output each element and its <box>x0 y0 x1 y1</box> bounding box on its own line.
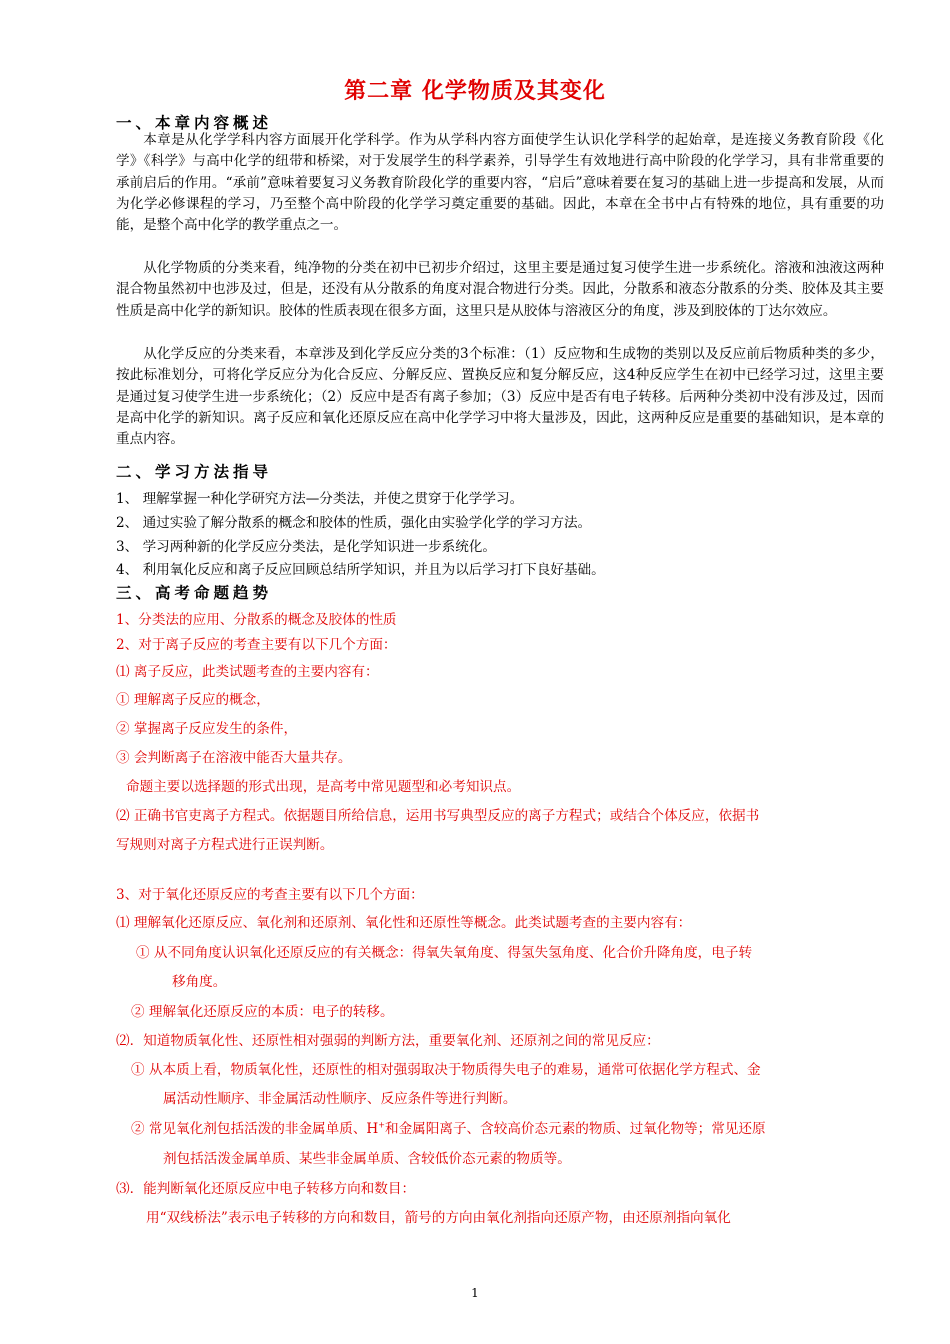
trend-item-2: 2、对于离子反应的考查主要有以下几个方面： <box>116 637 397 653</box>
redox-strength-2-line-2: 剂包括活泼金属单质、某些非金属单质、含较低价态元素的物质等。 <box>163 1151 571 1167</box>
section3-heading: 三、高考命题趋势 <box>116 584 273 602</box>
ion-equation-line-1: ⑵ 正确书官吏离子方程式。依据题目所给信息，运用书写典型反应的离子方程式；或结合个体反应，依据书 <box>116 808 760 824</box>
redox-concepts-heading: ⑴ 理解氧化还原反应、氧化剂和还原剂、氧化性和还原性等概念。此类试题考查的主要内容有： <box>116 915 692 931</box>
section1-paragraph-1: 本章是从化学学科内容方面展开化学科学。作为从学科内容方面使学生认识化学科学的起始章，是连接义务教育阶段《化学》《科学》与高中化学的纽带和桥梁，对于发展学生的科学素养，引导学生有效地进行高中阶段的化学学习，具有非常重要的承前启后的作用。“承前”意味着要复习义务教育阶段化学的重要内容，“启后”意味着要在复习的基础上进一步提高和发展，从而为化学必修课程的学习，乃至整个高中阶段的化学学习奠定重要的基础。因此，本章在全书中占有特殊的地位，具有重要的功能，是整个高中化学的教学重点之一。 <box>116 132 884 234</box>
section1-paragraph-3: 从化学反应的分类来看，本章涉及到化学反应分类的3个标准：（1）反应物和生成物的类别以及反应前后物质种类的多少，按此标准划分，可将化学反应分为化合反应、分解反应、置换反应和复分解反应，这4种反应学生在初中已经学习过，这里主要是通过复习使学生进一步系统化；（2）反应中是否有离子参加；（3）反应中是否有电子转移。后两种分类初中没有涉及过，因而是高中化学的新知识。离子反应和氧化还原反应在高中化学学习中将大量涉及，因此，这两种反应是重要的基础知识，是本章的重点内容。 <box>116 346 884 448</box>
trend-item-1: 1、分类法的应用、分散系的概念及胶体的性质 <box>116 612 397 628</box>
ion-equation-line-2: 写规则对离子方程式进行正误判断。 <box>116 837 334 853</box>
redox-strength-1-line-1: ① 从本质上看，物质氧化性，还原性的相对强弱取决于物质得失电子的难易，通常可依据化学方程式、金 <box>131 1062 761 1078</box>
redox-concept-1-line-2: 移角度。 <box>172 974 227 990</box>
section1-paragraph-2: 从化学物质的分类来看，纯净物的分类在初中已初步介绍过，这里主要是通过复习使学生进一步系统化。溶液和浊液这两种混合物虽然初中也涉及过，但是，还没有从分散系的角度对混合物进行分类。因此，分散系和液态分散系的分类、胶体及其主要性质是高中化学的新知识。胶体的性质表现在很多方面，这里只是从胶体与溶液区分的角度，涉及到胶体的丁达尔效应。 <box>116 260 884 319</box>
method-item-2: 2、 通过实验了解分散系的概念和胶体的性质，强化由实验学化学的学习方法。 <box>116 515 592 531</box>
page-number: 1 <box>471 1286 479 1300</box>
ion-reaction-heading: ⑴ 离子反应，此类试题考查的主要内容有： <box>116 664 379 680</box>
redox-strength-2-text-a: ② 常见氧化剂包括活泼的非金属单质、H <box>131 1121 379 1137</box>
method-item-1: 1、 理解掌握一种化学研究方法—分类法，并使之贯穿于化学学习。 <box>116 491 524 507</box>
redox-strength-2-text-b: 和金属阳离子、含较高价态元素的物质、过氧化物等；常见还原 <box>384 1121 766 1137</box>
ion-note: 命题主要以选择题的形式出现，是高考中常见题型和必考知识点。 <box>126 779 521 795</box>
ion-point-3: ③ 会判断离子在溶液中能否大量共存。 <box>116 750 352 766</box>
redox-strength-2-line-1 <box>131 1117 899 1137</box>
section1-heading: 一、本章内容概述 <box>116 114 273 132</box>
redox-strength-1-line-2: 属活动性顺序、非金属活动性顺序、反应条件等进行判断。 <box>163 1091 517 1107</box>
ion-point-1: ① 理解离子反应的概念， <box>116 692 270 708</box>
h-plus-superscript: + <box>378 1120 385 1130</box>
method-item-3: 3、 学习两种新的化学反应分类法，是化学知识进一步系统化。 <box>116 539 496 555</box>
method-item-4: 4、 利用氧化反应和离子反应回顾总结所学知识，并且为以后学习打下良好基础。 <box>116 562 605 578</box>
redox-concept-1-line-1: ① 从不同角度认识氧化还原反应的有关概念：得氧失氧角度、得氢失氢角度、化合价升降角度，电子转 <box>136 945 753 961</box>
chapter-title: 第二章 化学物质及其变化 <box>344 79 606 104</box>
trend-item-3: 3、对于氧化还原反应的考查主要有以下几个方面： <box>116 887 424 903</box>
ion-point-2: ② 掌握离子反应发生的条件， <box>116 721 298 737</box>
redox-strength-heading: ⑵．知道物质氧化性、还原性相对强弱的判断方法，重要氧化剂、还原剂之间的常见反应： <box>116 1033 660 1049</box>
electron-transfer-heading: ⑶．能判断氧化还原反应中电子转移方向和数目： <box>116 1181 416 1197</box>
redox-concept-2: ② 理解氧化还原反应的本质：电子的转移。 <box>131 1004 394 1020</box>
section2-heading: 二、学习方法指导 <box>116 463 273 481</box>
electron-transfer-text: 用“双线桥法”表示电子转移的方向和数目，箭号的方向由氧化剂指向还原产物，由还原剂指向氧化 <box>146 1210 731 1226</box>
